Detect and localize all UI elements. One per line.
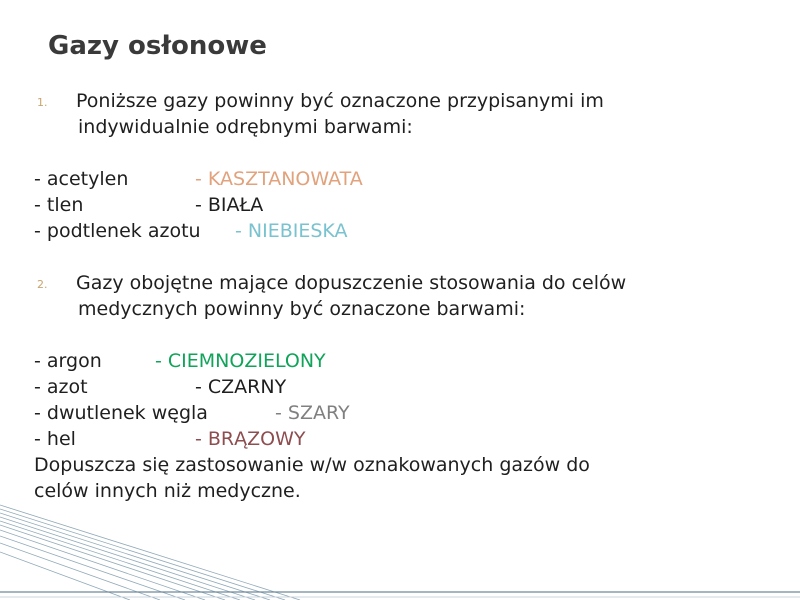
list-number-1: 1. (37, 96, 48, 109)
gas-row-acetylen (34, 166, 774, 192)
footer-line-1: Dopuszcza się zastosowanie w/w oznakowanych gazów do (34, 454, 590, 476)
gas-row-dwutlenek-wegla (34, 400, 774, 426)
gas-name: - podtlenek azotu (34, 220, 201, 242)
gas-name: - argon (34, 350, 102, 372)
numbered-item-1 (34, 88, 774, 114)
gas-color-label: - CIEMNOZIELONY (155, 350, 326, 372)
gas-row-podtlenek-azotu (34, 218, 774, 244)
gas-name: - dwutlenek węgla (34, 402, 208, 424)
gas-name: - tlen (34, 194, 84, 216)
gas-color-label: - NIEBIESKA (235, 220, 348, 242)
gas-name: - azot (34, 376, 88, 398)
item-2-line-2: medycznych powinny być oznaczone barwami: (78, 298, 526, 320)
gas-name: - acetylen (34, 168, 129, 190)
list-number-2: 2. (37, 278, 48, 291)
gas-row-tlen (34, 192, 774, 218)
gas-row-hel (34, 426, 774, 452)
slide-content (34, 88, 774, 504)
gas-color-label: - BIAŁA (195, 194, 264, 216)
gas-name: - hel (34, 428, 76, 450)
gas-color-label: - BRĄZOWY (195, 428, 306, 450)
gas-row-azot (34, 374, 774, 400)
footer-line-2: celów innych niż medyczne. (34, 480, 301, 502)
gas-color-label: - SZARY (275, 402, 350, 424)
gas-color-label: - CZARNY (195, 376, 287, 398)
gas-color-label: - KASZTANOWATA (195, 168, 363, 190)
slide-title: Gazy osłonowe (48, 31, 267, 61)
gas-row-argon (34, 348, 774, 374)
item-1-line-2: indywidualnie odrębnymi barwami: (78, 116, 413, 138)
item-1-line-1: Poniższe gazy powinny być oznaczone przypisanymi im (76, 90, 604, 112)
item-2-line-1: Gazy obojętne mające dopuszczenie stosowania do celów (76, 272, 627, 294)
numbered-item-2 (34, 270, 774, 296)
